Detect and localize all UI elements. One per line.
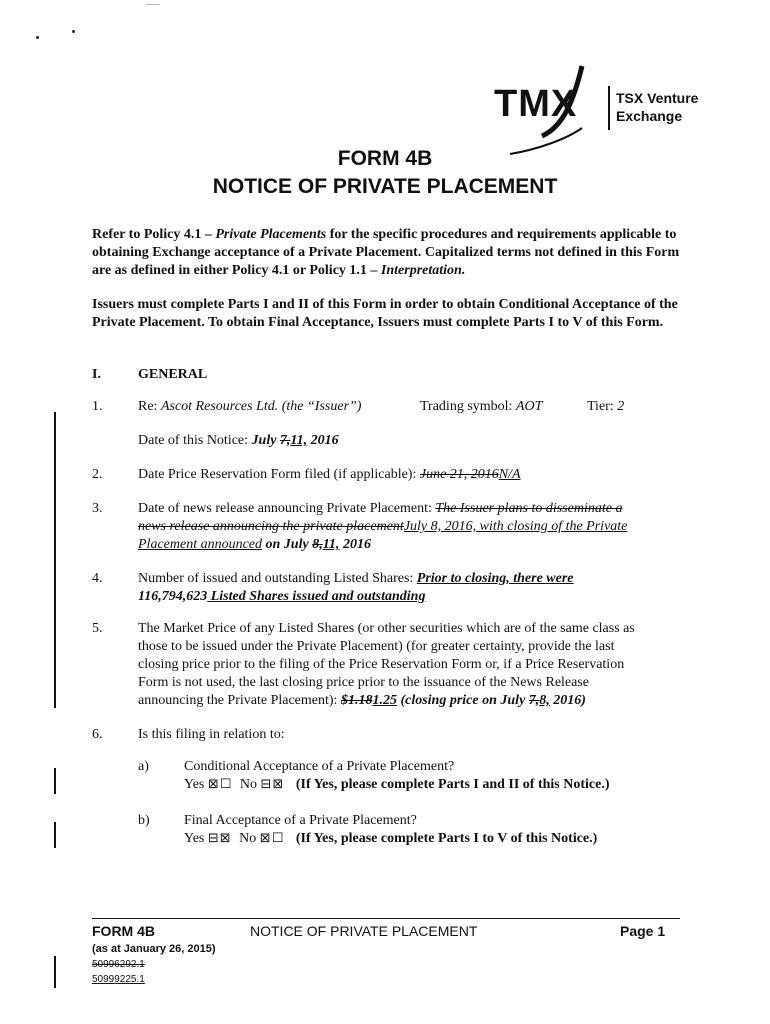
scan-speck	[72, 30, 75, 33]
scan-speck	[36, 36, 39, 39]
item-4-line-1: Number of issued and outstanding Listed Shares: Prior to closing, there were	[138, 571, 574, 586]
item-6a-answers: Yes ⊠☐ No ⊟⊠ (If Yes, please complete Parts I and II of this Notice.)	[184, 777, 610, 792]
footer-page: Page 1	[620, 923, 666, 939]
item-6a-letter: a)	[138, 759, 149, 774]
item-3-line-3: Placement announced on July 8,11, 2016	[138, 537, 371, 552]
item-5-line-3: closing price prior to the filing of the Price Reservation Form or, if a Price Reservation	[138, 657, 625, 672]
item-3-number: 3.	[92, 501, 103, 516]
footer-title: NOTICE OF PRIVATE PLACEMENT	[250, 923, 478, 939]
item-5-line-4: Form is not used, the last closing price prior to the issuance of the News Release	[138, 675, 590, 690]
item-6b-yes-checkbox[interactable]: ⊟⊠	[207, 831, 232, 846]
tmx-logo	[490, 58, 710, 158]
change-bar	[54, 822, 56, 848]
item-6a-no-checkbox[interactable]: ⊟⊠	[260, 777, 285, 792]
item-6-number: 6.	[92, 727, 103, 742]
intro-paragraph-2: Issuers must complete Parts I and II of this Form in order to obtain Conditional Acceptance of the Private Placement. To obtain Final Acceptance, Issuers must complete Parts I to V of this Form.	[92, 297, 678, 330]
item-5-number: 5.	[92, 621, 103, 636]
item-3-line-1: Date of news release announcing Private Placement: The Issuer plans to disseminate a	[138, 501, 623, 516]
item-6b-letter: b)	[138, 813, 150, 828]
item-6b-question: Final Acceptance of a Private Placement?	[184, 813, 417, 828]
logo-line-1: TSX Venture	[616, 90, 699, 106]
item-6b-answers: Yes ⊟⊠ No ⊠☐ (If Yes, please complete Parts I to V of this Notice.)	[184, 831, 598, 846]
footer-doc-new: 50999225.1	[92, 974, 145, 985]
intro-paragraph-1: Refer to Policy 4.1 – Private Placements for the specific procedures and requirements applicable to obtaining Exchange acceptance of a Private Placement. Capitalized terms not defined in this Form are as defined in either Policy 4.1 or Policy 1.1 – Interpretation.	[92, 227, 680, 278]
scan-mark	[146, 4, 160, 5]
item-1-notice-date: Date of this Notice: July 7,11, 2016	[138, 433, 339, 448]
item-5-line-5: announcing the Private Placement): $1.181.25 (closing price on July 7,8, 2016)	[138, 693, 586, 708]
footer-date: (as at January 26, 2015)	[92, 943, 216, 955]
item-2-number: 2.	[92, 467, 103, 482]
item-6a-yes-checkbox[interactable]: ⊠☐	[207, 777, 233, 792]
item-6b-no-checkbox[interactable]: ⊠☐	[259, 831, 285, 846]
section-title: GENERAL	[138, 367, 208, 382]
item-1-tier: Tier: 2	[587, 399, 625, 414]
footer-form: FORM 4B	[92, 923, 155, 939]
section-number: I.	[92, 367, 101, 382]
item-6a-question: Conditional Acceptance of a Private Placement?	[184, 759, 455, 774]
share-count: 116,794,623	[138, 589, 208, 604]
item-1-trading-symbol: Trading symbol: AOT	[420, 399, 543, 414]
item-5-line-1: The Market Price of any Listed Shares (or other securities which are of the same class as	[138, 621, 635, 636]
form-number-title: FORM 4B	[337, 147, 433, 170]
change-bar	[54, 412, 56, 708]
item-4-line-2: 116,794,623 Listed Shares issued and outstanding	[138, 589, 426, 604]
item-2-text: Date Price Reservation Form filed (if applicable): June 21, 2016N/A	[138, 467, 521, 482]
item-4-number: 4.	[92, 571, 103, 586]
item-1-issuer-line: Re: Ascot Resources Ltd. (the “Issuer”)	[138, 399, 362, 414]
item-1-number: 1.	[92, 399, 103, 414]
item-3-line-2: news release announcing the private placementJuly 8, 2016, with closing of the Private	[138, 519, 628, 534]
issuer-name: Ascot Resources Ltd. (the “Issuer”)	[160, 399, 362, 414]
footer-rule	[92, 918, 680, 919]
logo-line-2: Exchange	[616, 108, 683, 124]
change-bar	[54, 768, 56, 794]
footer-doc-old: 50996292.1	[92, 959, 145, 970]
change-bar	[54, 956, 56, 988]
item-6-label: Is this filing in relation to:	[138, 727, 285, 742]
item-5-line-2: those to be issued under the Private Placement) (for greater certainty, provide the last	[138, 639, 615, 654]
form-name-title: NOTICE OF PRIVATE PLACEMENT	[212, 175, 558, 198]
tmx-brand: TMX	[494, 83, 578, 125]
